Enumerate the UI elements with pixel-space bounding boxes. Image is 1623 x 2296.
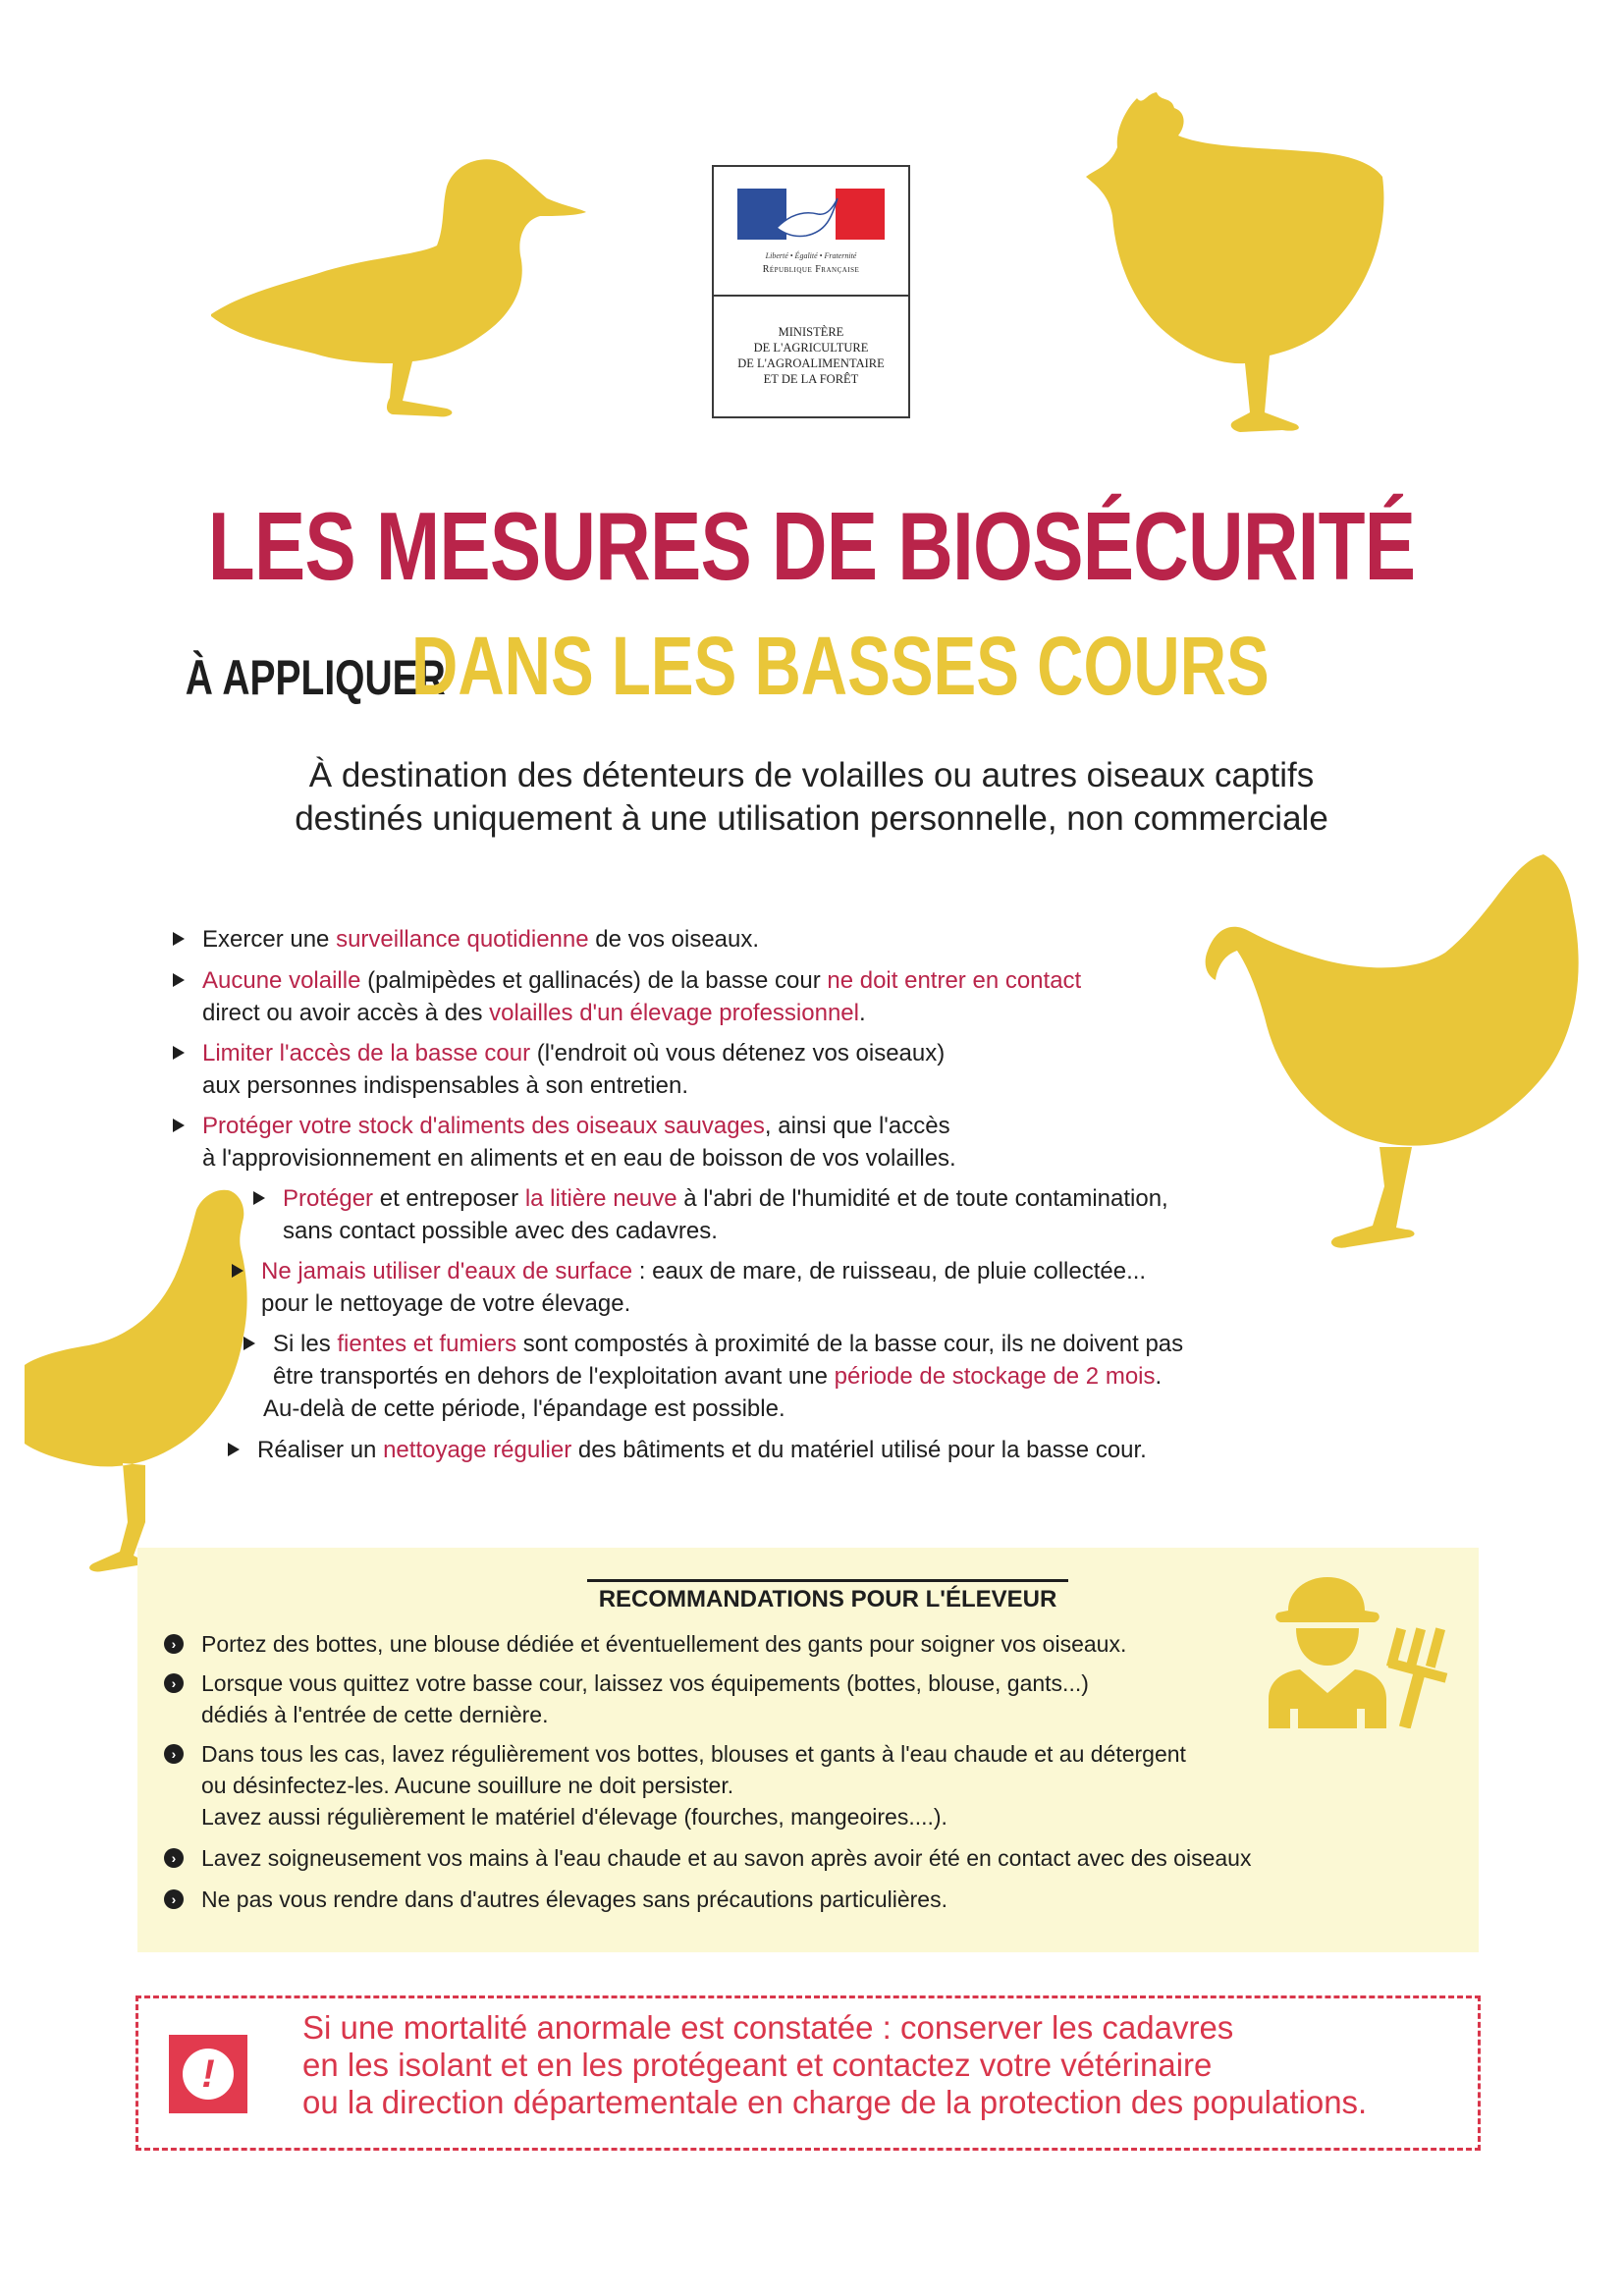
measure-item: Réaliser un nettoyage régulier des bâtiments et du matériel utilisé pour la basse cour. bbox=[257, 1434, 1147, 1466]
measure-item: Limiter l'accès de la basse cour (l'endroit où vous détenez vos oiseaux) aux personnes indispensables à son entretien. bbox=[202, 1037, 945, 1102]
bullet-arrow-icon bbox=[173, 1046, 185, 1060]
marianne-flag-icon bbox=[737, 189, 885, 240]
government-logo bbox=[712, 165, 910, 418]
bullet-arrow-icon bbox=[173, 973, 185, 987]
duck-illustration bbox=[201, 147, 594, 422]
bullet-arrow-icon bbox=[173, 932, 185, 946]
recommendation-item: › Ne pas vous rendre dans d'autres élevages sans précautions particulières. bbox=[201, 1884, 947, 1915]
logo-republic: République Française bbox=[762, 264, 860, 275]
bullet-arrow-icon bbox=[173, 1119, 185, 1132]
recommendation-item: › Dans tous les cas, lavez régulièrement vos bottes, blouses et gants à l'eau chaude et au détergent ou désinfectez-les. Aucune souillure ne doit persister. Lavez aussi régulièrement le matériel d'élevage (fourches, mangeoires....). bbox=[201, 1738, 1186, 1832]
measure-item: Protéger votre stock d'aliments des oiseaux sauvages, ainsi que l'accès à l'approvisionnement en aliments et en eau de boisson de vos volailles. bbox=[202, 1110, 956, 1175]
recommendations-title: RECOMMANDATIONS POUR L'ÉLEVEUR bbox=[587, 1579, 1068, 1613]
measure-item: Si les fientes et fumiers sont compostés à proximité de la basse cour, ils ne doivent pas être transportés en dehors de l'exploitation avant une période de stockage de 2 mois. Au-delà de cette période, l'épandage est possible. bbox=[273, 1328, 1183, 1425]
alert-message: Si une mortalité anormale est constatée : conserver les cadavres en les isolant et en les protégeant et contactez votre vétérinaire ou la direction départementale en charge de la protection des populations. bbox=[302, 2009, 1368, 2120]
warning-icon: ! bbox=[169, 2035, 247, 2113]
page-title: LES MESURES DE BIOSÉCURITÉ bbox=[207, 492, 1416, 600]
arrow-circle-icon: › bbox=[164, 1889, 184, 1909]
arrow-circle-icon: › bbox=[164, 1848, 184, 1868]
logo-ministry: MINISTÈRE DE L'AGRICULTURE DE L'AGROALIMENTAIRE ET DE LA FORÊT bbox=[737, 325, 885, 386]
measure-item: Exercer une surveillance quotidienne de vos oiseaux. bbox=[202, 923, 759, 956]
turkey-illustration bbox=[1188, 852, 1591, 1265]
subtitle-highlight: DANS LES BASSES COURS bbox=[410, 620, 1270, 712]
recommendation-item: › Lorsque vous quittez votre basse cour, laissez vos équipements (bottes, blouse, gants...) dédiés à l'entrée de cette dernière. bbox=[201, 1667, 1089, 1730]
arrow-circle-icon: › bbox=[164, 1744, 184, 1764]
audience-description: À destination des détenteurs de volailles ou autres oiseaux captifs destinés uniquement à une utilisation personnelle, non commerciale bbox=[295, 756, 1328, 838]
measure-item: Protéger et entreposer la litière neuve à l'abri de l'humidité et de toute contamination, sans contact possible avec des cadavres. bbox=[283, 1182, 1168, 1247]
bullet-arrow-icon bbox=[228, 1443, 240, 1456]
page-subtitle-heading bbox=[0, 619, 1623, 714]
arrow-circle-icon: › bbox=[164, 1634, 184, 1654]
bullet-arrow-icon bbox=[232, 1264, 243, 1278]
bullet-arrow-icon bbox=[253, 1191, 265, 1205]
subtitle-prefix: À APPLIQUER bbox=[186, 650, 447, 705]
measure-item: Ne jamais utiliser d'eaux de surface : eaux de mare, de ruisseau, de pluie collectée... pour le nettoyage de votre élevage. bbox=[261, 1255, 1146, 1320]
logo-motto: Liberté • Égalité • Fraternité bbox=[765, 251, 857, 260]
logo-divider bbox=[714, 295, 908, 297]
hen-illustration bbox=[1058, 88, 1392, 442]
bullet-arrow-icon bbox=[243, 1337, 255, 1350]
guinea-fowl-illustration bbox=[20, 1169, 265, 1601]
farmer-icon bbox=[1259, 1571, 1461, 1728]
recommendation-item: › Portez des bottes, une blouse dédiée et éventuellement des gants pour soigner vos oiseaux. bbox=[201, 1628, 1126, 1660]
recommendation-item: › Lavez soigneusement vos mains à l'eau chaude et au savon après avoir été en contact avec des oiseaux bbox=[201, 1842, 1251, 1874]
arrow-circle-icon: › bbox=[164, 1673, 184, 1693]
measure-item: Aucune volaille (palmipèdes et gallinacés) de la basse cour ne doit entrer en contact direct ou avoir accès à des volailles d'un élevage professionnel. bbox=[202, 964, 1081, 1029]
